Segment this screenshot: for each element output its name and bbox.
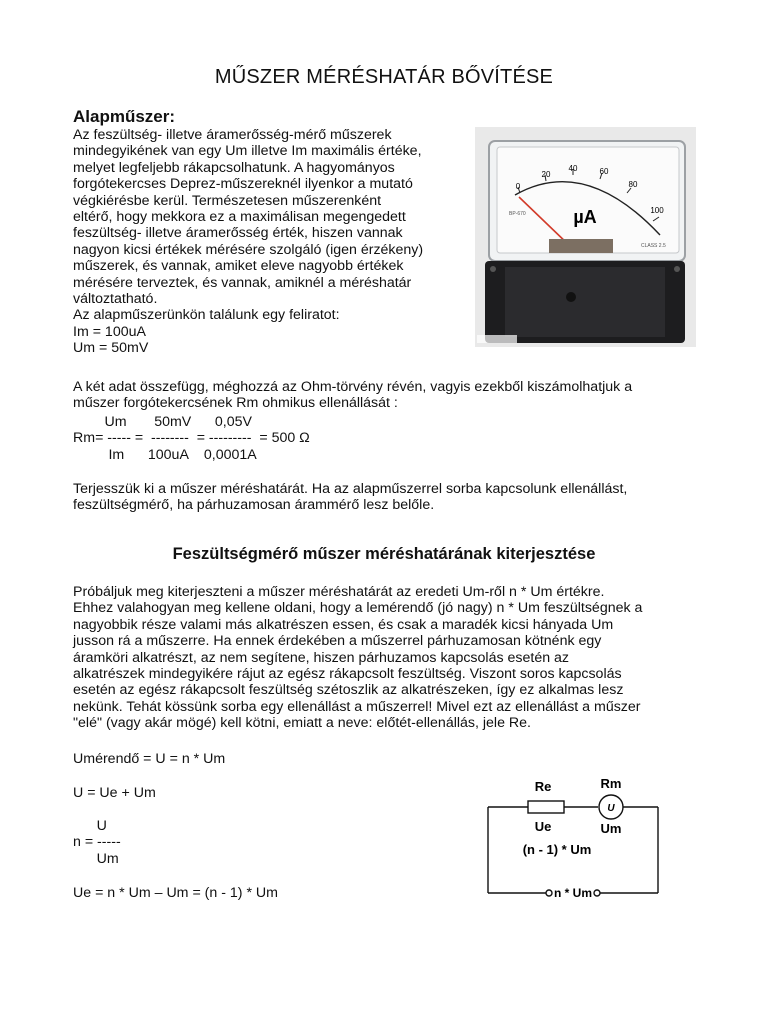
input-voltage-label: n * Um	[553, 886, 593, 900]
meter-class-label: CLASS 2.5	[641, 243, 666, 249]
text-line: Um = 50mV	[73, 340, 149, 357]
resistance-formula	[73, 414, 310, 463]
meter-model-label: BP-670	[509, 211, 526, 217]
text-line: feszültségmérő, ha párhuzamosan árammérő lesz belőle.	[73, 497, 435, 514]
text-line: Im = 100uA	[73, 323, 146, 340]
meter-scale-label: 40	[568, 164, 578, 173]
text-line: Terjesszük ki a műszer méréshatárát. Ha az alapműszerrel sorba kapcsolunk ellenállást,	[73, 481, 628, 497]
ohm-law-paragraph	[73, 379, 632, 412]
equation-n	[73, 818, 121, 867]
terminal-left	[546, 890, 552, 896]
drop-label: (n - 1) * Um	[522, 842, 592, 857]
analog-meter-photo	[475, 127, 696, 347]
text-line: Um	[73, 850, 119, 867]
text-line: műszer forgótekercsének Rm ohmikus ellenállását :	[73, 395, 398, 412]
text-line: feszültség- illetve áramerősség érték, hiszen vannak	[73, 225, 403, 242]
text-line: forgótekercses Deprez-műszereknél ilyenkor a mutató	[73, 176, 413, 193]
extension-paragraph	[73, 481, 627, 514]
text-line: Próbáljuk meg kiterjeszteni a műszer méréshatárát az eredeti Um-ről n * Um értékre.	[73, 584, 605, 600]
equation-text: Umérendő = U = n * Um	[73, 751, 226, 767]
text-line: nagyobbik része valami más alkatrészen essen, és csak a maradék kicsi hányada Um	[73, 616, 614, 633]
meter-scale-label: 20	[541, 170, 551, 179]
equation-u	[73, 785, 156, 801]
text-line: Ehhez valahogyan meg kellene oldani, hogy a lemérendő (jó nagy) n * Um feszültségnek a	[73, 600, 643, 617]
section-heading-alapmuszer: Alapműszer:	[73, 107, 176, 126]
text-line: jusson rá a műszerre. Ha ennek érdekében a műszerrel párhuzamosan kötnénk egy	[73, 633, 602, 650]
meter-scale-label: 0	[515, 182, 521, 191]
text-line: nekünk. Tehát kössünk sorba egy ellenállást a műszerrel! Mivel ezt az ellenállást a műszer	[73, 698, 641, 715]
text-line: műszerek, és vannak, amiket eleve nagyobb értékek	[73, 258, 404, 275]
text-line: Um 50mV 0,05V	[73, 414, 252, 430]
text-line: U	[73, 818, 107, 834]
text-line: A két adat összefügg, méghozzá az Ohm-törvény révén, vagyis ezekből kiszámolhatjuk a	[73, 379, 633, 395]
ue-label: Ue	[534, 819, 552, 834]
equation-text: U = Ue + Um	[73, 785, 156, 801]
text-line: végkiérésbe kerül. Természetesen műszerenként	[73, 192, 382, 209]
page-title: MŰSZER MÉRÉSHATÁR BŐVÍTÉSE	[214, 66, 554, 88]
text-line: mérésére terveztek, és vannak, amiknél a méréshatár	[73, 274, 412, 291]
meter-scale-label: 60	[599, 167, 609, 176]
text-line: nagyon kicsi értékek mérésére szolgáló (igen érzékeny)	[73, 241, 424, 258]
text-line: eltérő, hogy mekkora ez a maximálisan megengedett	[73, 209, 406, 226]
text-line: n = -----	[73, 834, 121, 851]
equation-umerendo	[73, 751, 225, 767]
intro-paragraph	[73, 127, 423, 357]
um-label: Um	[600, 821, 622, 836]
text-line: Im 100uA 0,0001A	[73, 446, 257, 463]
meter-scale-label: 100	[650, 206, 664, 215]
section-heading-voltmeter: Feszültségmérő műszer méréshatárának kiterjesztése	[172, 545, 596, 563]
re-label: Re	[534, 779, 552, 794]
voltmeter-paragraph	[73, 584, 642, 732]
resistor-re	[528, 801, 564, 813]
meter-symbol-label: U	[607, 803, 615, 814]
text-line: változtatható.	[73, 291, 158, 308]
terminal-right	[594, 890, 600, 896]
text-line: Rm= ----- = -------- = --------- = 500 Ω	[73, 430, 310, 447]
text-line: mindegyikének van egy Um illetve Im maximális értéke,	[73, 143, 422, 160]
equation-ue	[73, 885, 278, 901]
text-line: alkatrészek mindegyikére rájut az egész rákapcsolt feszültség. Viszont soros kapcsolás	[73, 666, 622, 683]
equation-text: Ue = n * Um – Um = (n - 1) * Um	[73, 885, 278, 901]
text-line: melyet legfeljebb rákapcsolhatunk. A hagyományos	[73, 159, 395, 176]
series-resistor-circuit-diagram	[480, 772, 670, 902]
text-line: "elé" (vagy akár mögé) kell kötni, emiatt a neve: előtét-ellenállás, jele Re.	[73, 715, 531, 732]
meter-unit-label: µA	[573, 207, 597, 227]
text-line: esetén az egész rákapcsolt feszültség szétoszlik az alkatrészeken, így ez alkalmas lesz	[73, 682, 624, 699]
text-line: Az alapműszerünkön találunk egy feliratot:	[73, 307, 340, 324]
text-line: Az feszültség- illetve áramerősség-mérő műszerek	[73, 127, 392, 143]
rm-label: Rm	[600, 776, 622, 791]
text-line: áramköri alkatrészt, az nem segítene, hiszen párhuzamos kapcsolás esetén az	[73, 649, 570, 666]
meter-scale-label: 80	[628, 180, 638, 189]
